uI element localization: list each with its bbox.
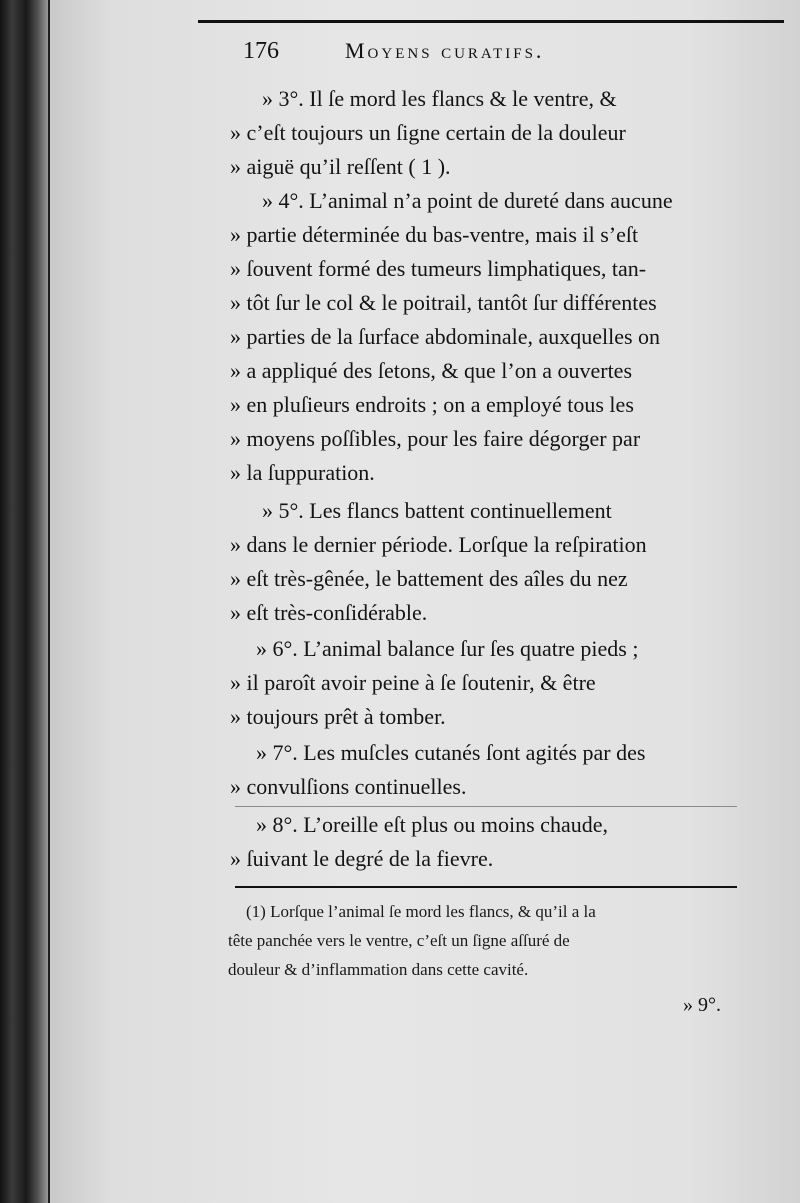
body-line: » 5°. Les flancs battent continuellement <box>262 498 612 523</box>
catchword: » 9°. <box>683 994 721 1016</box>
body-line: » ſuivant le degré de la fievre. <box>230 846 494 871</box>
body-line: » c’eſt toujours un ſigne certain de la douleur <box>230 120 626 145</box>
body-line: » 6°. L’animal balance ſur ſes quatre pieds ; <box>256 636 639 661</box>
footnote-rule <box>235 886 737 888</box>
body-line: » 7°. Les muſcles cutanés ſont agités par des <box>256 740 646 765</box>
body-line: » il paroît avoir peine à ſe ſoutenir, & être <box>230 670 596 695</box>
body-line: » convulſions continuelles. <box>230 774 467 799</box>
body-line: » 4°. L’animal n’a point de dureté dans aucune <box>262 188 673 213</box>
body-line: » parties de la ſurface abdominale, auxquelles on <box>230 324 661 349</box>
body-line: » partie déterminée du bas-ventre, mais il s’eſt <box>230 222 639 247</box>
footnote-line: tête panchée vers le ventre, c’eſt un ſigne aſſuré de <box>228 931 570 950</box>
running-title: Moyens curatifs. <box>345 38 545 63</box>
body-line: » 3°. Il ſe mord les flancs & le ventre, & <box>262 86 617 111</box>
separator-line <box>235 806 737 807</box>
body-line: » ſouvent formé des tumeurs limphatiques, tan- <box>230 256 647 281</box>
body-line: » eſt très-gênée, le battement des aîles du nez <box>230 566 628 591</box>
body-line: » aiguë qu’il reſſent ( 1 ). <box>230 154 451 179</box>
body-line: » la ſuppuration. <box>230 460 375 485</box>
body-line: » eſt très-conſidérable. <box>230 600 428 625</box>
body-line: » a appliqué des ſetons, & que l’on a ouvertes <box>230 358 633 383</box>
footnote-line: (1) Lorſque l’animal ſe mord les flancs, & qu’il a la <box>246 902 596 921</box>
body-line: » dans le dernier période. Lorſque la reſpiration <box>230 532 647 557</box>
body-line: » en pluſieurs endroits ; on a employé tous les <box>230 392 634 417</box>
page-number: 176 <box>243 38 279 64</box>
body-line: » moyens poſſibles, pour les faire dégorger par <box>230 426 641 451</box>
body-line: » tôt ſur le col & le poitrail, tantôt ſur différentes <box>230 290 657 315</box>
footnote-line: douleur & d’inflammation dans cette cavité. <box>228 960 529 979</box>
body-line: » 8°. L’oreille eſt plus ou moins chaude, <box>256 812 608 837</box>
book-spine <box>0 0 48 1203</box>
body-line: » toujours prêt à tomber. <box>230 704 446 729</box>
header-rule <box>198 20 784 23</box>
